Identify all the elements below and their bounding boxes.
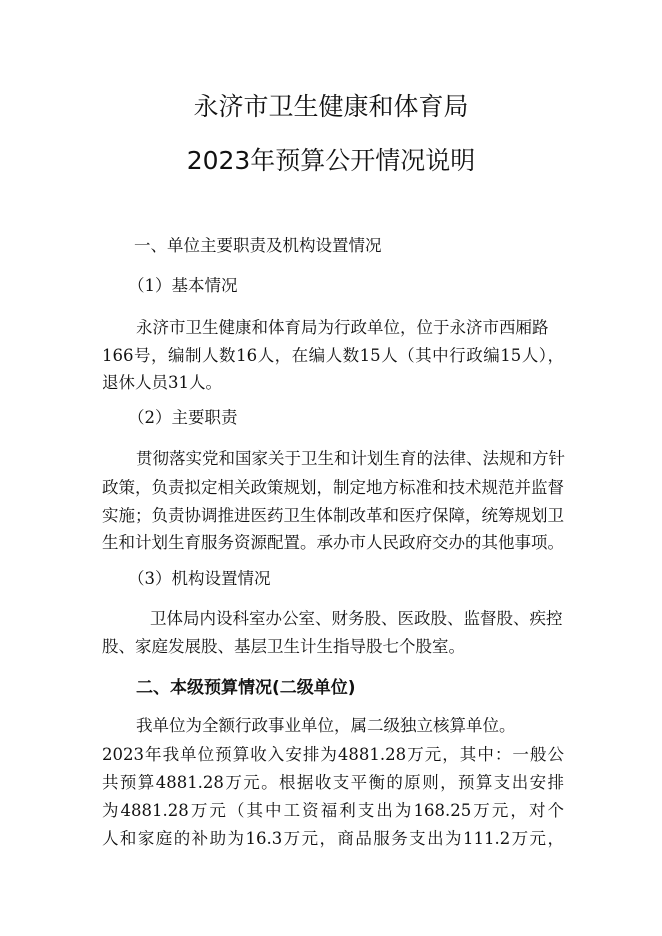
paragraph-line: 卫体局内设科室办公室、财务股、医政股、监督股、疾控 bbox=[150, 609, 563, 628]
subsection-heading: （2）主要职责 bbox=[128, 408, 238, 427]
paragraph-line: 为4881.28万元（其中工资福利支出为168.25万元，对个 bbox=[102, 801, 564, 820]
paragraph-line: 政策，负责拟定相关政策规划，制定地方标准和技术规范并监督 bbox=[102, 478, 564, 497]
paragraph-line: 人和家庭的补助为16.3万元，商品服务支出为111.2万元， bbox=[102, 829, 564, 848]
paragraph-line: 贯彻落实党和国家关于卫生和计划生育的法律、法规和方针 bbox=[136, 449, 565, 468]
section-heading: 一、单位主要职责及机构设置情况 bbox=[134, 236, 382, 255]
paragraph-line: 实施；负责协调推进医药卫生体制改革和医疗保障，统筹规划卫 bbox=[102, 506, 564, 525]
document-title: 永济市卫生健康和体育局 bbox=[193, 92, 469, 121]
document-subtitle: 2023年预算公开情况说明 bbox=[186, 146, 476, 175]
paragraph-line: 生和计划生育服务资源配置。承办市人民政府交办的其他事项。 bbox=[102, 533, 564, 552]
paragraph-line: 166号，编制人数16人，在编人数15人（其中行政编15人）， bbox=[102, 346, 564, 365]
subsection-heading: （1）基本情况 bbox=[128, 276, 238, 295]
section-heading: 二、本级预算情况(二级单位) bbox=[136, 678, 356, 698]
paragraph-line: 2023年我单位预算收入安排为4881.28万元，其中：一般公 bbox=[102, 745, 564, 764]
paragraph-line: 股、家庭发展股、基层卫生计生指导股七个股室。 bbox=[102, 637, 465, 656]
paragraph-line: 我单位为全额行政事业单位，属二级独立核算单位。 bbox=[136, 716, 516, 735]
paragraph-line: 永济市卫生健康和体育局为行政单位，位于永济市西厢路 bbox=[136, 318, 549, 337]
paragraph-line: 退休人员31人。 bbox=[102, 373, 222, 392]
paragraph-line: 共预算4881.28万元。根据收支平衡的原则，预算支出安排 bbox=[102, 773, 564, 792]
subsection-heading: （3）机构设置情况 bbox=[128, 569, 271, 588]
